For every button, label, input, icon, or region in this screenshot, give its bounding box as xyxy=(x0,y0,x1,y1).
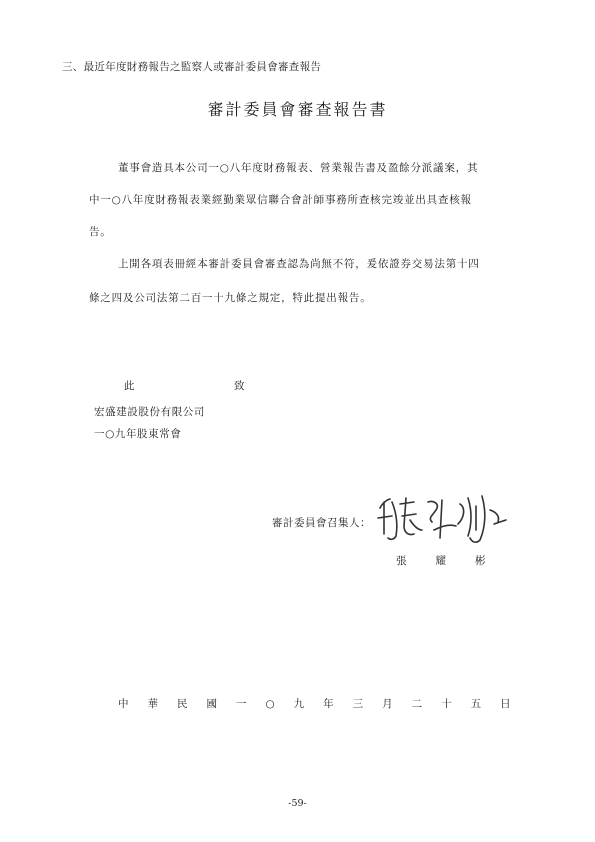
page-number: -59- xyxy=(288,798,307,809)
convener-name: 張耀彬 xyxy=(396,555,515,567)
document-title: 審計委員會審查報告書 xyxy=(207,100,388,119)
convener-label: 審計委員會召集人： xyxy=(272,517,371,529)
handwritten-signature xyxy=(372,490,512,546)
paragraph-line: 董事會造具本公司一○八年度財務報表、營業報告書及盈餘分派議案，其 xyxy=(118,162,479,174)
section-heading: 三、最近年度財務報告之監察人或審計委員會審查報告 xyxy=(62,61,322,73)
salutation-word: 此 xyxy=(124,380,135,392)
paragraph-line: 條之四及公司法第二百一十九條之規定，特此提出報告。 xyxy=(89,292,372,304)
paragraph-line: 上開各項表冊經本審計委員會審查認為尚無不符，爰依證券交易法第十四 xyxy=(118,258,480,270)
addressee-company: 宏盛建設股份有限公司 xyxy=(94,406,205,418)
addressee-meeting: 一○九年股東常會 xyxy=(94,428,182,440)
paragraph-line: 中一○八年度財務報表業經勤業眾信聯合會計師事務所查核完竣並出具查核報 xyxy=(89,194,472,206)
paragraph-line: 告。 xyxy=(89,226,112,238)
salutation-word: 致 xyxy=(234,380,245,392)
report-date: 中華民國一○九年三月二十五日 xyxy=(118,698,530,710)
